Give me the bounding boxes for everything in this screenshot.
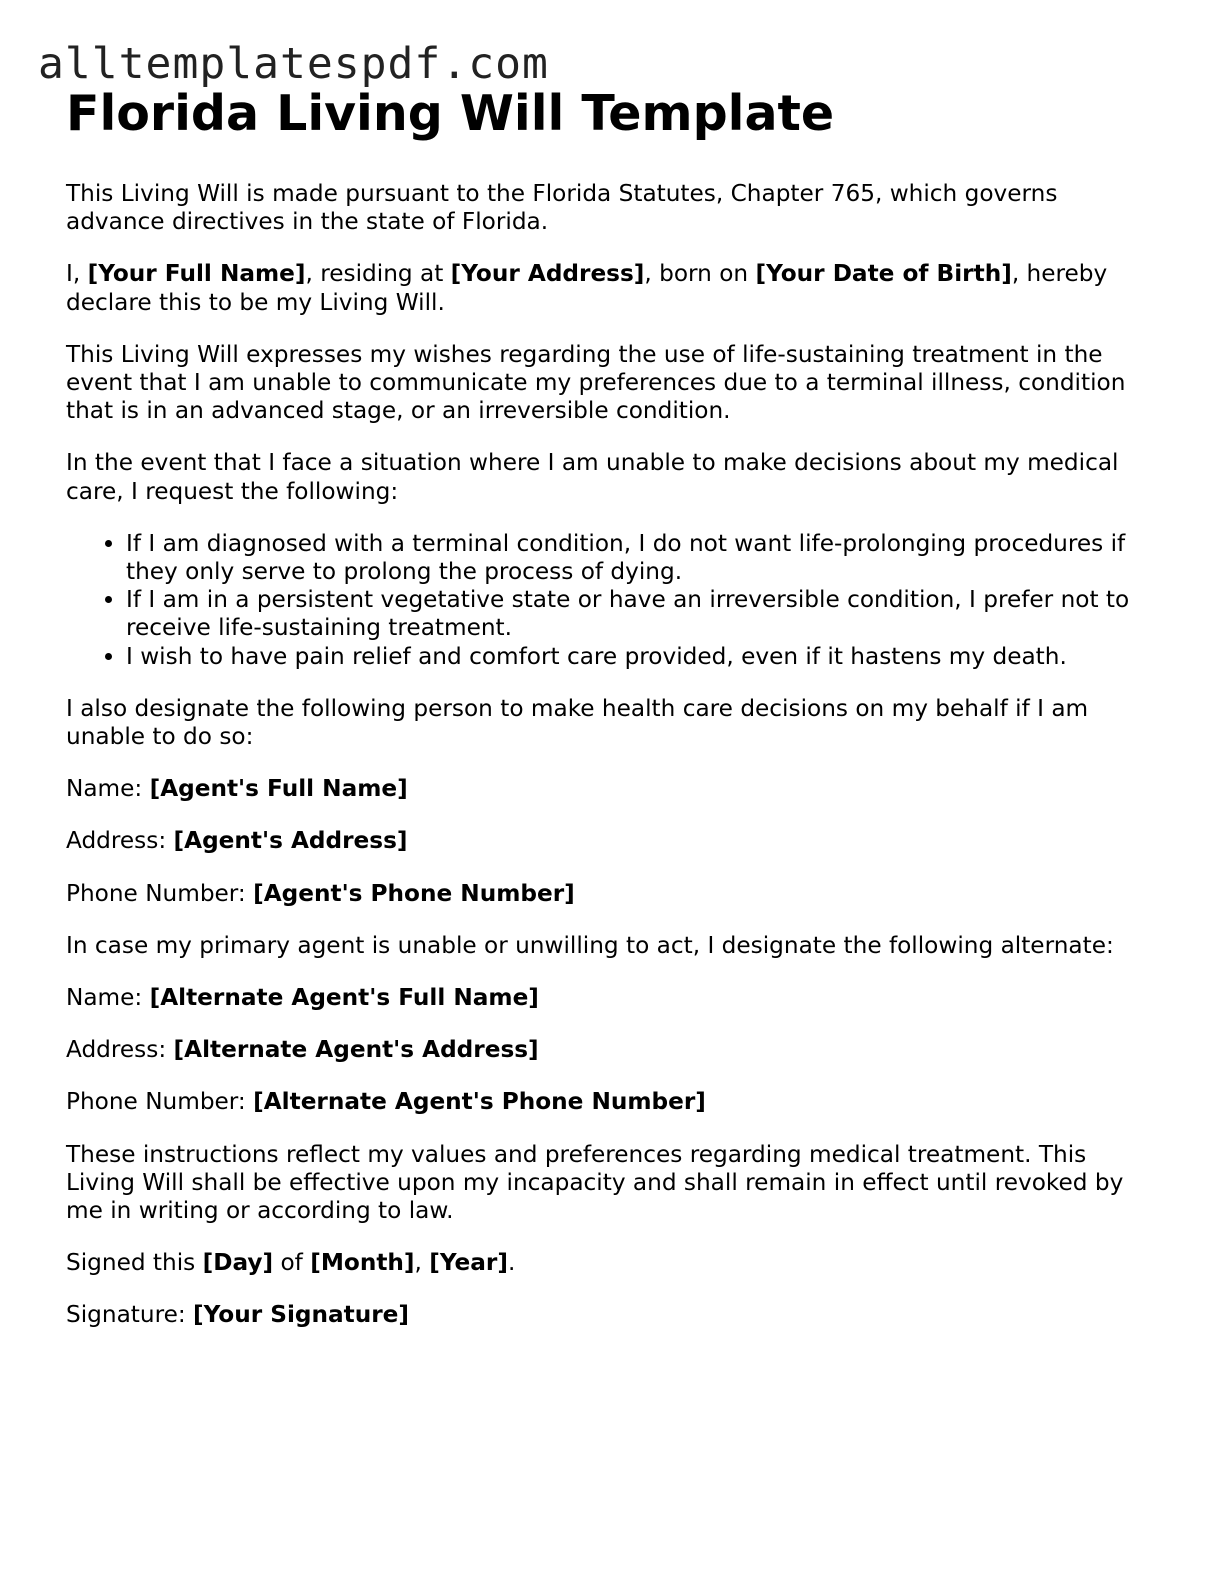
signed-line <box>66 1249 1156 1277</box>
alternate-address-placeholder: [Alternate Agent's Address] <box>173 1036 539 1064</box>
alternate-name-label: Name: <box>66 984 150 1012</box>
year-placeholder: [Year] <box>429 1249 508 1277</box>
signature-label: Signature: <box>66 1301 194 1329</box>
declaration-paragraph <box>66 260 1156 316</box>
signed-comma: , <box>414 1249 430 1277</box>
alternate-name-line <box>66 984 1156 1012</box>
alternate-address-label: Address: <box>66 1036 174 1064</box>
signature-placeholder: [Your Signature] <box>193 1301 410 1329</box>
document-body <box>66 84 1156 1354</box>
list-item: • I wish to have pain relief and comfort care provided, even if it hastens my death. <box>126 643 1156 671</box>
watermark: alltemplatespdf.com <box>38 39 549 89</box>
page-title: Florida Living Will Template <box>66 85 835 142</box>
list-item: • If I am diagnosed with a terminal condition, I do not want life-prolonging procedures if they only serve to prolong the process of dying. <box>126 530 1156 586</box>
alternate-phone-placeholder: [Alternate Agent's Phone Number] <box>253 1088 706 1116</box>
purpose-paragraph: This Living Will expresses my wishes regarding the use of life-sustaining treatment in the event that I am unable to communicate my preferences due to a terminal illness, condition that is in an advanced stage, or an irreversible condition. <box>66 340 1126 425</box>
alternate-phone-label: Phone Number: <box>66 1088 254 1116</box>
closing-paragraph: These instructions reflect my values and preferences regarding medical treatment. This Living Will shall be effective upon my incapacity and shall remain in effect until revoked by me in writing or according to law. <box>66 1140 1124 1225</box>
alternate-name-placeholder: [Alternate Agent's Full Name] <box>149 984 539 1012</box>
address-placeholder: [Your Address] <box>450 260 645 288</box>
signed-prefix: Signed this <box>66 1249 203 1277</box>
intro-paragraph: This Living Will is made pursuant to the Florida Statutes, Chapter 765, which governs advance directives in the state of Florida. <box>66 180 1058 236</box>
list-item: • If I am in a persistent vegetative state or have an irreversible condition, I prefer not to receive life-sustaining treatment. <box>126 586 1156 642</box>
month-placeholder: [Month] <box>310 1249 415 1277</box>
day-placeholder: [Day] <box>202 1249 274 1277</box>
alternate-phone-line <box>66 1088 1156 1116</box>
signed-of: of <box>273 1249 311 1277</box>
signature-line <box>66 1301 1156 1329</box>
alternate-intro-paragraph: In case my primary agent is unable or unwilling to act, I designate the following alternate: <box>66 931 1114 959</box>
declaration-suffix: , hereby declare this to be my Living Will. <box>66 260 1108 316</box>
agent-phone-line <box>66 880 1156 908</box>
declaration-mid2: , born on <box>644 260 756 288</box>
agent-address-line <box>66 827 1156 855</box>
agent-phone-label: Phone Number: <box>66 879 254 907</box>
agent-name-label: Name: <box>66 775 150 803</box>
dob-placeholder: [Your Date of Birth] <box>755 260 1012 288</box>
request-list <box>66 530 1156 671</box>
agent-name-line <box>66 775 1156 803</box>
agent-address-label: Address: <box>66 827 174 855</box>
full-name-placeholder: [Your Full Name] <box>87 260 306 288</box>
signed-end: . <box>507 1249 516 1277</box>
request-intro-paragraph: In the event that I face a situation where I am unable to make decisions about my medical care, I request the following: <box>66 449 1119 505</box>
agent-intro-paragraph: I also designate the following person to make health care decisions on my behalf if I am unable to do so: <box>66 694 1089 751</box>
alternate-address-line <box>66 1036 1156 1064</box>
agent-name-placeholder: [Agent's Full Name] <box>149 775 408 803</box>
agent-phone-placeholder: [Agent's Phone Number] <box>253 879 575 907</box>
declaration-mid1: , residing at <box>305 260 451 288</box>
agent-address-placeholder: [Agent's Address] <box>173 827 408 855</box>
declaration-prefix: I, <box>66 260 88 288</box>
